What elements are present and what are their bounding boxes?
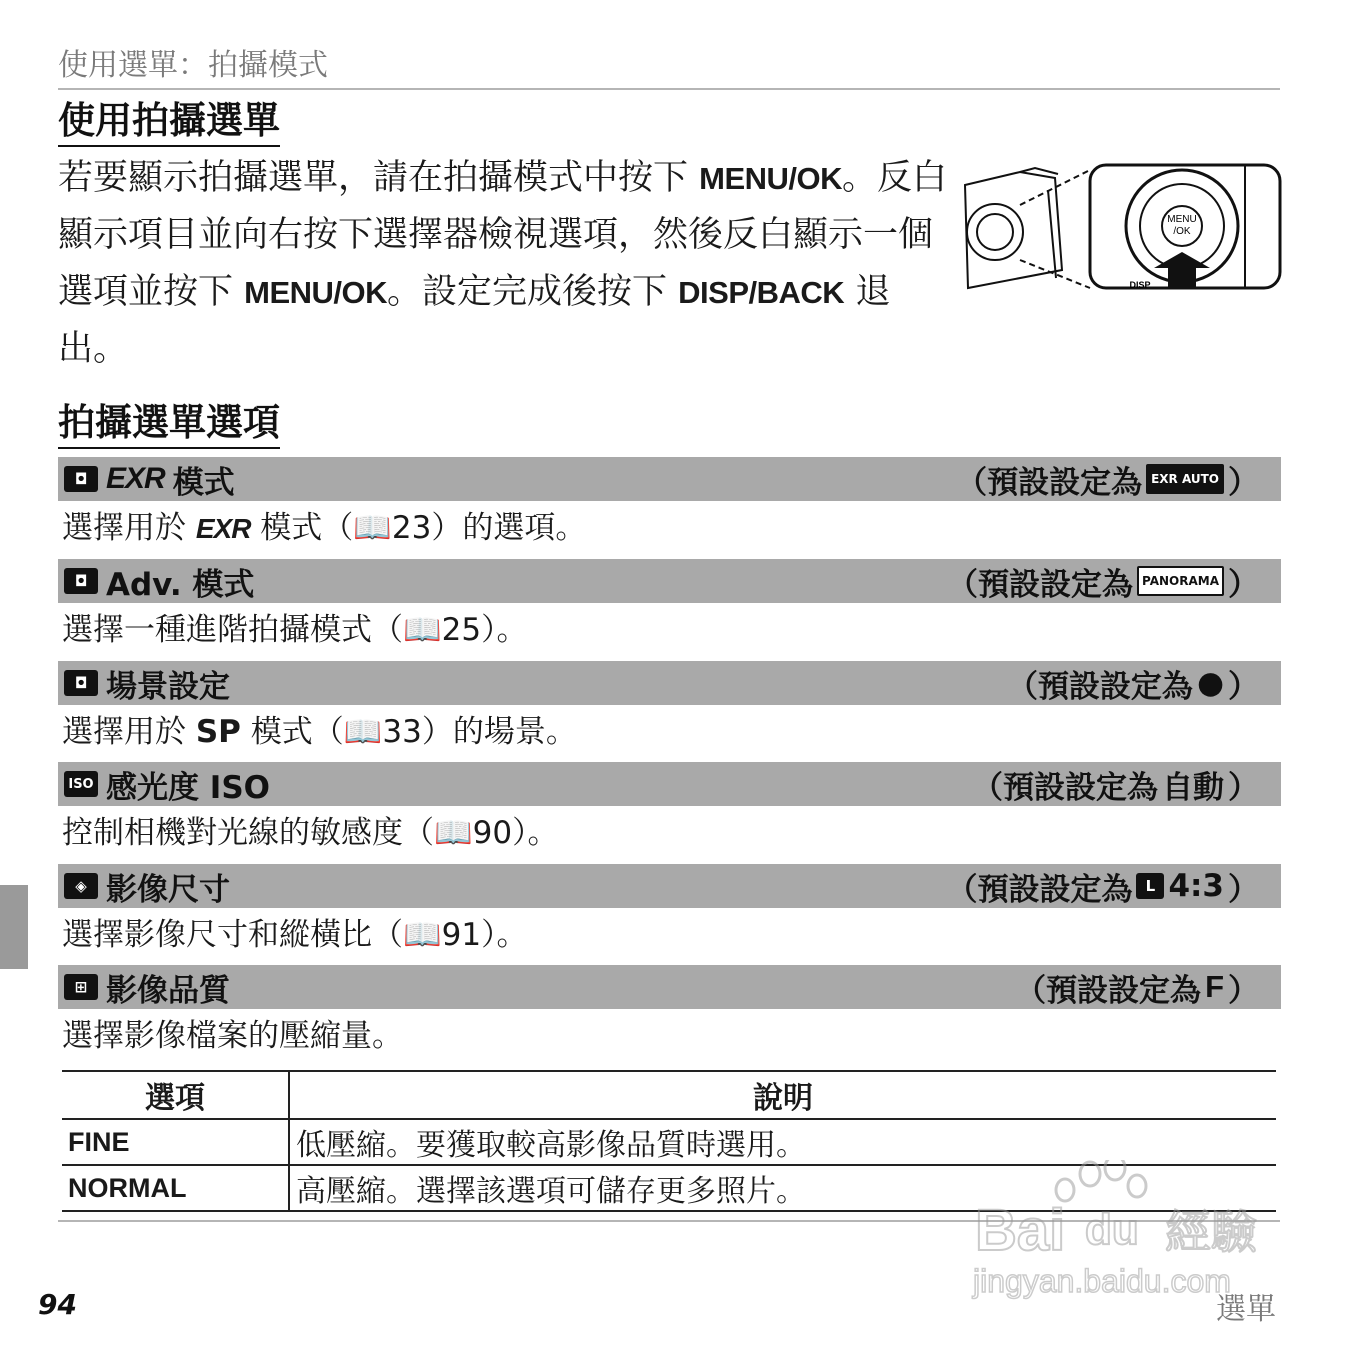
option-bar-image-size [58, 864, 1281, 908]
paw-icon [1056, 1160, 1146, 1201]
default-suffix: ） [1228, 464, 1259, 501]
watermark-jingyan: 經驗 [1165, 1205, 1257, 1259]
desc-end: ）。 [481, 612, 528, 648]
book-icon: 📖 [434, 815, 473, 851]
desc-end: ）的場景。 [421, 714, 577, 750]
option-title: 感光度 ISO [106, 769, 271, 806]
camera-icon: ◘ [64, 568, 98, 594]
option-bar-image-quality [58, 965, 1281, 1009]
default-suffix: ） [1228, 668, 1259, 705]
table-cell-option: FINE [62, 1119, 289, 1165]
desc-exr-logo: EXR [195, 513, 251, 544]
table-header-description: 說明 [289, 1071, 1276, 1119]
option-desc-adv-mode [62, 604, 528, 649]
menu-ok-label: MENU/OK [699, 161, 843, 196]
footer-section-label: 選單 [1216, 1292, 1276, 1327]
option-bar-iso [58, 762, 1281, 806]
page-ref: 23 [391, 510, 432, 546]
illus-disp-label: DISP [1129, 280, 1151, 290]
option-desc-iso [62, 807, 559, 852]
option-title: 影像尺寸 [106, 871, 230, 908]
heading-use-shooting-menu: 使用拍攝選單 [58, 100, 280, 147]
option-bar-scene [58, 661, 1281, 705]
camera-icon: ◘ [64, 466, 98, 492]
iso-icon: ISO [64, 771, 98, 797]
default-value: F [1205, 969, 1224, 1004]
panorama-icon: PANORAMA [1137, 566, 1224, 596]
watermark-url: jingyan.baidu.com [973, 1263, 1231, 1299]
option-bar-exr-mode [58, 457, 1281, 501]
camera-back-drawing [965, 168, 1062, 288]
option-desc-exr-mode [62, 502, 586, 547]
intro-text-4: 退出。 [58, 272, 891, 369]
exr-logo: EXR [106, 462, 165, 495]
table-header-option: 選項 [62, 1071, 289, 1119]
illus-ok-label: /OK [1173, 226, 1191, 237]
table-cell-option: NORMAL [62, 1165, 289, 1211]
baidu-watermark-logo [965, 1160, 1285, 1310]
intro-text-2: 。反白顯示項目並向右按下選擇器檢視選項，然後反白顯示一個選項並按下 [58, 158, 948, 312]
table-header-row [62, 1071, 1276, 1119]
default-prefix: （預設設定為 [946, 871, 1133, 908]
exr-auto-icon: EXR AUTO [1146, 464, 1224, 494]
default-suffix: ） [1228, 566, 1259, 603]
image-size-icon: ◈ [64, 873, 98, 899]
page-ref: 91 [441, 917, 482, 953]
page-ref: 33 [382, 714, 422, 750]
book-icon: 📖 [343, 714, 383, 750]
header-rule [58, 88, 1280, 90]
default-prefix: （預設設定為 [1006, 668, 1193, 705]
option-desc-image-size [62, 909, 528, 954]
default-suffix: ） [1228, 972, 1259, 1009]
intro-text-1: 若要顯示拍攝選單，請在拍攝模式中按下 [58, 158, 700, 198]
camera-icon: ◘ [64, 670, 98, 696]
page-ref: 25 [441, 612, 482, 648]
default-prefix: （預設設定為 [1015, 972, 1202, 1009]
default-suffix: ） [1228, 871, 1259, 908]
book-icon: 📖 [353, 510, 392, 546]
disp-back-label: DISP/BACK [678, 275, 845, 310]
default-prefix: （預設設定為 [956, 464, 1143, 501]
table-row [62, 1119, 1276, 1165]
side-tab-marker [0, 885, 28, 969]
option-desc-scene [62, 706, 577, 751]
desc-bold: SP [195, 714, 241, 750]
book-icon: 📖 [403, 612, 442, 648]
table-cell-description: 低壓縮。要獲取較高影像品質時選用。 [289, 1119, 1276, 1165]
desc-end: ）。 [512, 815, 559, 851]
heading-shooting-menu-options: 拍攝選單選項 [58, 402, 280, 449]
option-desc-image-quality [62, 1010, 403, 1055]
default-value: 4:3 [1168, 868, 1224, 904]
default-prefix: （預設設定為 [972, 769, 1158, 806]
option-title: 場景設定 [106, 668, 230, 705]
desc-pre: 選擇用於 [62, 510, 196, 546]
portrait-icon: ● [1196, 665, 1224, 701]
image-quality-icon: ⊞ [64, 974, 98, 1000]
desc-pre: 選擇影像檔案的壓縮量。 [62, 1018, 403, 1054]
intro-paragraph [58, 150, 948, 378]
desc-end: ）的選項。 [431, 510, 587, 546]
desc-end: ）。 [481, 917, 528, 953]
menu-ok-label-2: MENU/OK [244, 275, 388, 310]
intro-text-3: 。設定完成後按下 [387, 272, 679, 312]
option-title: 模式 [172, 464, 235, 501]
default-prefix: （預設設定為 [947, 566, 1134, 603]
page-number: 94 [38, 1288, 77, 1321]
option-title: Adv. 模式 [106, 566, 255, 603]
watermark-du: du [1085, 1205, 1139, 1254]
desc-pre: 選擇用於 [62, 714, 196, 750]
desc-pre: 選擇一種進階拍攝模式（ [62, 612, 403, 648]
watermark-bai: Bai [975, 1198, 1066, 1263]
size-l-icon: L [1136, 873, 1164, 899]
option-bar-adv-mode [58, 559, 1281, 603]
header-title: 使用選單：拍攝模式 [58, 48, 328, 83]
page-ref: 90 [472, 815, 513, 851]
default-value: 自動 [1162, 769, 1224, 806]
desc-pre: 選擇影像尺寸和縱橫比（ [62, 917, 403, 953]
default-suffix: ） [1228, 769, 1259, 806]
book-icon: 📖 [403, 917, 442, 953]
illus-menu-label: MENU [1167, 214, 1197, 225]
desc-post: 模式（ [250, 510, 354, 546]
desc-pre: 控制相機對光線的敏感度（ [62, 815, 434, 851]
desc-post: 模式（ [240, 714, 344, 750]
camera-button-illustration [960, 160, 1282, 300]
table-cell-description: 高壓縮。選擇該選項可儲存更多照片。 [289, 1165, 1276, 1211]
option-title: 影像品質 [106, 972, 230, 1009]
